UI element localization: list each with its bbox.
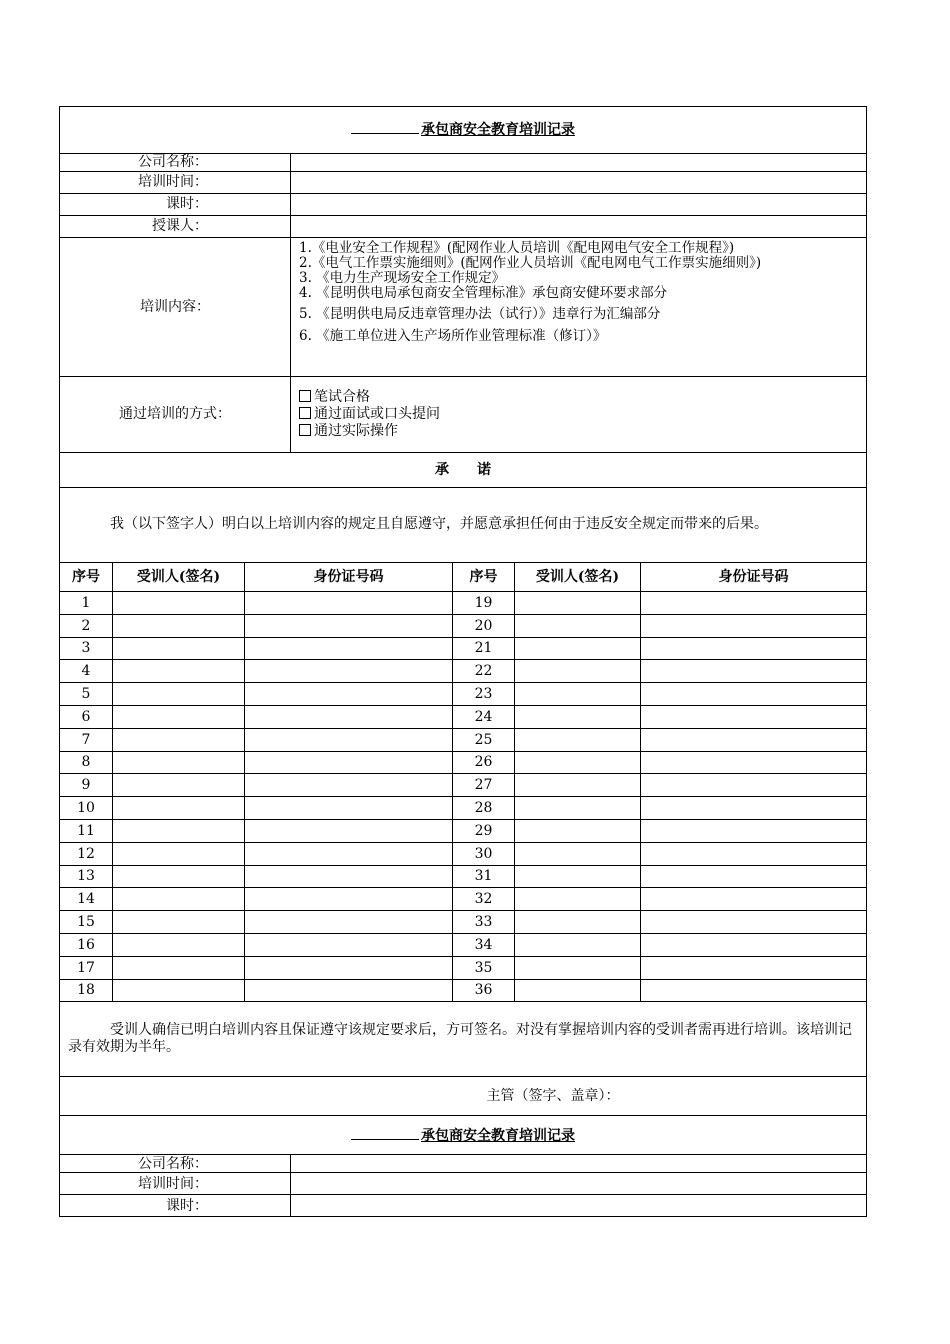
id-number-right[interactable] [641, 728, 867, 751]
seq-left: 4 [60, 660, 113, 683]
trainee-sign-right[interactable] [515, 728, 641, 751]
signature-row [60, 956, 867, 979]
trainee-sign-left[interactable] [113, 660, 245, 683]
seq-left: 1 [60, 592, 113, 615]
id-number-left[interactable] [245, 637, 453, 660]
content-item: 6. 《施工单位进入生产场所作业管理标准（修订）》 [299, 327, 607, 344]
trainee-sign-left[interactable] [113, 865, 245, 888]
header-id-left: 身份证号码 [245, 563, 453, 592]
id-number-right[interactable] [641, 819, 867, 842]
trainee-sign-right[interactable] [515, 705, 641, 728]
checkbox-icon[interactable] [299, 390, 311, 402]
checkbox-icon[interactable] [299, 407, 311, 419]
seq-right: 33 [453, 911, 515, 934]
id-number-right[interactable] [641, 774, 867, 797]
seq-left: 16 [60, 933, 113, 956]
id-number-right[interactable] [641, 660, 867, 683]
id-number-right[interactable] [641, 751, 867, 774]
content-item: 2.《电气工作票实施细则》(配网作业人员培训《配电网电气工作票实施细则》) [299, 255, 762, 272]
seq-right: 29 [453, 819, 515, 842]
id-number-left[interactable] [245, 705, 453, 728]
seq-left: 3 [60, 637, 113, 660]
content-item: 3. 《电力生产现场安全工作规定》 [299, 270, 506, 287]
id-number-right[interactable] [641, 865, 867, 888]
seq-right: 19 [453, 592, 515, 615]
id-number-left[interactable] [245, 660, 453, 683]
id-number-right[interactable] [641, 705, 867, 728]
seq-right: 24 [453, 705, 515, 728]
trainee-sign-right[interactable] [515, 933, 641, 956]
trainee-sign-right[interactable] [515, 956, 641, 979]
form2-company-label: 公司名称： [60, 1155, 291, 1173]
signature-row [60, 774, 867, 797]
signature-row [60, 614, 867, 637]
content-item: 5. 《昆明供电局反违章管理办法（试行）》违章行为汇编部分 [299, 306, 661, 323]
seq-right: 32 [453, 888, 515, 911]
content-item: 4. 《昆明供电局承包商安全管理标准》承包商安健环要求部分 [299, 285, 668, 302]
id-number-left[interactable] [245, 751, 453, 774]
method-option-written[interactable]: 笔试合格 [299, 389, 858, 406]
header-seq-right: 序号 [453, 563, 515, 592]
id-number-right[interactable] [641, 614, 867, 637]
id-number-right[interactable] [641, 933, 867, 956]
signature-row [60, 660, 867, 683]
seq-right: 31 [453, 865, 515, 888]
seq-left: 6 [60, 705, 113, 728]
trainee-sign-left[interactable] [113, 911, 245, 934]
seq-right: 34 [453, 933, 515, 956]
checkbox-icon[interactable] [299, 424, 311, 436]
form-title: 承包商安全教育培训记录 [60, 107, 867, 154]
trainee-sign-right[interactable] [515, 774, 641, 797]
trainee-sign-left[interactable] [113, 592, 245, 615]
trainee-sign-left[interactable] [113, 888, 245, 911]
company-label: 公司名称： [60, 154, 291, 172]
trainee-sign-right[interactable] [515, 888, 641, 911]
id-number-right[interactable] [641, 592, 867, 615]
id-number-left[interactable] [245, 614, 453, 637]
seq-right: 22 [453, 660, 515, 683]
trainee-sign-right[interactable] [515, 614, 641, 637]
trainee-sign-left[interactable] [113, 797, 245, 820]
signature-row [60, 592, 867, 615]
form2-title: 承包商安全教育培训记录 [60, 1116, 867, 1155]
id-number-right[interactable] [641, 956, 867, 979]
seq-right: 36 [453, 979, 515, 1002]
seq-left: 5 [60, 683, 113, 706]
note-text-cell [60, 1002, 867, 1077]
trainee-sign-left[interactable] [113, 956, 245, 979]
company-input-cell[interactable] [291, 154, 867, 172]
content-item: 1.《电业安全工作规程》(配网作业人员培训《配电网电气安全工作规程》) [299, 240, 735, 256]
signature-row [60, 751, 867, 774]
seq-left: 8 [60, 751, 113, 774]
signature-row [60, 797, 867, 820]
supervisor-signature-label: 主管（签字、盖章）： [60, 1077, 867, 1116]
seq-left: 7 [60, 728, 113, 751]
teacher-label: 授课人： [60, 216, 291, 238]
trainee-sign-right[interactable] [515, 819, 641, 842]
id-number-right[interactable] [641, 637, 867, 660]
seq-left: 9 [60, 774, 113, 797]
pledge-text: 我（以下签字人）明白以上培训内容的规定且自愿遵守，并愿意承担任何由于违反安全规定而带来的后果。 [110, 516, 768, 533]
id-number-left[interactable] [245, 888, 453, 911]
signature-row [60, 637, 867, 660]
trainee-sign-right[interactable] [515, 911, 641, 934]
trainee-sign-left[interactable] [113, 705, 245, 728]
id-number-left[interactable] [245, 728, 453, 751]
signature-row [60, 888, 867, 911]
id-number-right[interactable] [641, 797, 867, 820]
trainee-sign-left[interactable] [113, 728, 245, 751]
trainee-sign-left[interactable] [113, 683, 245, 706]
signature-row [60, 728, 867, 751]
trainee-sign-left[interactable] [113, 774, 245, 797]
trainee-sign-left[interactable] [113, 751, 245, 774]
header-seq-left: 序号 [60, 563, 113, 592]
id-number-right[interactable] [641, 888, 867, 911]
note-text: 受训人确信已明白培训内容且保证遵守该规定要求后，方可签名。对没有掌握培训内容的受训者需再进行培训。该培训记录有效期为半年。 [68, 1021, 852, 1056]
training-method-label: 通过培训的方式： [60, 377, 291, 453]
seq-right: 23 [453, 683, 515, 706]
pledge-text-cell [60, 488, 867, 563]
form2-training-time-label: 培训时间： [60, 1173, 291, 1195]
method-option-interview[interactable]: 通过面试或口头提问 [299, 406, 858, 423]
seq-right: 20 [453, 614, 515, 637]
form2-training-time-input-cell[interactable] [291, 1173, 867, 1195]
trainee-sign-right[interactable] [515, 979, 641, 1002]
id-number-left[interactable] [245, 933, 453, 956]
training-content-list [291, 238, 867, 377]
signature-row [60, 683, 867, 706]
hours-input-cell[interactable] [291, 194, 867, 216]
seq-left: 14 [60, 888, 113, 911]
seq-right: 25 [453, 728, 515, 751]
id-number-left[interactable] [245, 592, 453, 615]
trainee-sign-left[interactable] [113, 842, 245, 865]
id-number-right[interactable] [641, 842, 867, 865]
training-record-form [59, 106, 867, 1217]
seq-left: 17 [60, 956, 113, 979]
seq-left: 18 [60, 979, 113, 1002]
form2-company-input-cell[interactable] [291, 1155, 867, 1173]
trainee-sign-right[interactable] [515, 797, 641, 820]
form2-hours-input-cell[interactable] [291, 1195, 867, 1217]
seq-left: 13 [60, 865, 113, 888]
trainee-sign-right[interactable] [515, 592, 641, 615]
signature-row [60, 705, 867, 728]
seq-right: 30 [453, 842, 515, 865]
id-number-right[interactable] [641, 979, 867, 1002]
trainee-sign-left[interactable] [113, 979, 245, 1002]
training-time-input-cell[interactable] [291, 172, 867, 194]
seq-right: 26 [453, 751, 515, 774]
training-time-label: 培训时间： [60, 172, 291, 194]
hours-label: 课时： [60, 194, 291, 216]
header-trainee-left: 受训人(签名) [113, 563, 245, 592]
seq-right: 35 [453, 956, 515, 979]
signature-row [60, 911, 867, 934]
seq-right: 28 [453, 797, 515, 820]
signature-row [60, 865, 867, 888]
training-method-options [291, 377, 867, 453]
id-number-right[interactable] [641, 911, 867, 934]
seq-right: 21 [453, 637, 515, 660]
form2-hours-label: 课时： [60, 1195, 291, 1217]
trainee-sign-left[interactable] [113, 614, 245, 637]
seq-left: 2 [60, 614, 113, 637]
trainee-sign-left[interactable] [113, 819, 245, 842]
seq-right: 27 [453, 774, 515, 797]
method-option-practical[interactable]: 通过实际操作 [299, 423, 858, 440]
trainee-sign-right[interactable] [515, 660, 641, 683]
id-number-left[interactable] [245, 911, 453, 934]
id-number-left[interactable] [245, 842, 453, 865]
signature-row [60, 819, 867, 842]
signature-row [60, 933, 867, 956]
header-trainee-right: 受训人(签名) [515, 563, 641, 592]
trainee-sign-left[interactable] [113, 933, 245, 956]
trainee-sign-right[interactable] [515, 842, 641, 865]
teacher-input-cell[interactable] [291, 216, 867, 238]
signature-row [60, 842, 867, 865]
id-number-left[interactable] [245, 979, 453, 1002]
trainee-sign-right[interactable] [515, 865, 641, 888]
id-number-left[interactable] [245, 683, 453, 706]
pledge-title: 承 诺 [60, 453, 867, 488]
id-number-left[interactable] [245, 865, 453, 888]
signature-row [60, 979, 867, 1002]
trainee-sign-right[interactable] [515, 683, 641, 706]
header-id-right: 身份证号码 [641, 563, 867, 592]
seq-left: 12 [60, 842, 113, 865]
id-number-right[interactable] [641, 683, 867, 706]
seq-left: 15 [60, 911, 113, 934]
id-number-left[interactable] [245, 797, 453, 820]
id-number-left[interactable] [245, 956, 453, 979]
trainee-sign-right[interactable] [515, 751, 641, 774]
trainee-sign-right[interactable] [515, 637, 641, 660]
seq-left: 10 [60, 797, 113, 820]
id-number-left[interactable] [245, 774, 453, 797]
seq-left: 11 [60, 819, 113, 842]
id-number-left[interactable] [245, 819, 453, 842]
training-content-label: 培训内容： [60, 238, 291, 377]
trainee-sign-left[interactable] [113, 637, 245, 660]
